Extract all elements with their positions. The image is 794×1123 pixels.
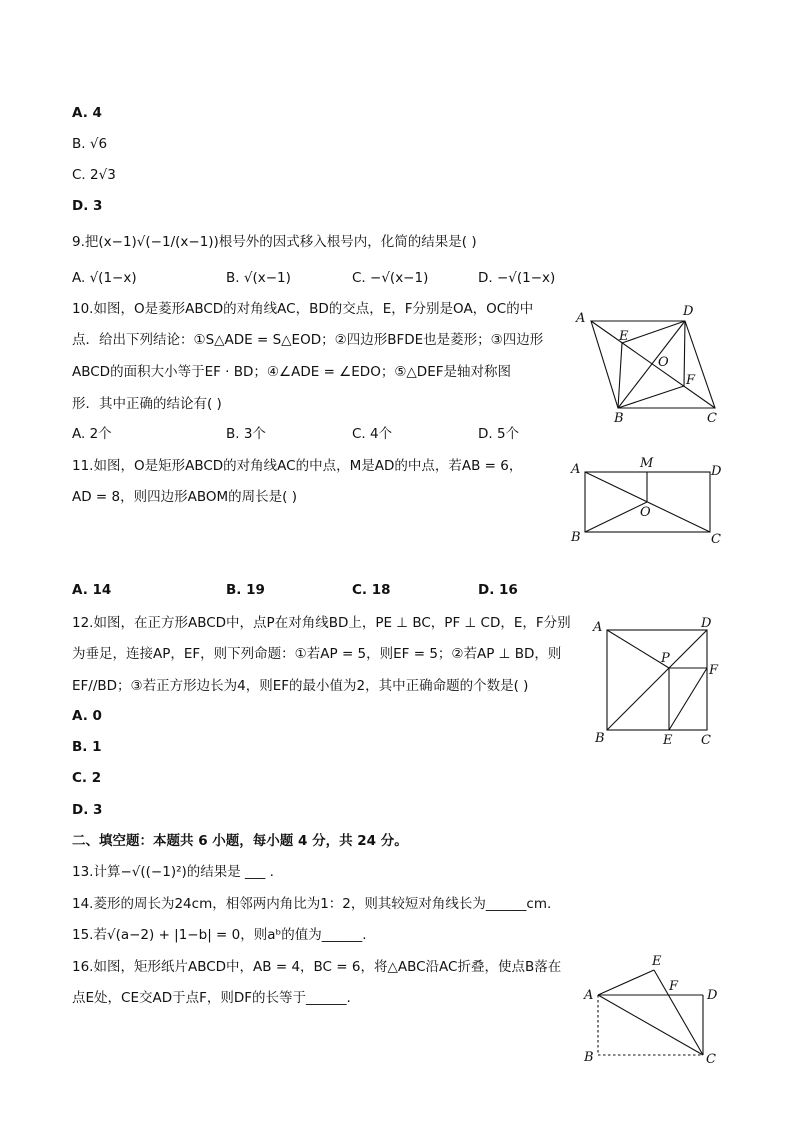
q11-option-d: D. 16 — [478, 582, 518, 598]
label-d: D — [711, 464, 722, 479]
label-c: C — [711, 532, 721, 547]
q8-option-c: C. 2√3 — [72, 167, 116, 183]
q9-option-c: C. −√(x−1) — [352, 270, 429, 286]
q10-line-3: ABCD的面积大小等于EF · BD；④∠ADE = ∠EDO；⑤△DEF是轴对称图 — [72, 364, 511, 380]
q10-line-4: 形．其中正确的结论有( ) — [72, 396, 222, 412]
q11-option-b: B. 19 — [226, 582, 265, 598]
q10-option-d: D. 5个 — [478, 426, 520, 442]
label-c: C — [706, 1052, 716, 1067]
label-f: F — [686, 373, 696, 388]
segment-eb — [618, 343, 622, 408]
q10-line-1: 10.如图，O是菱形ABCD的对角线AC，BD的交点，E，F分别是OA，OC的中 — [72, 301, 534, 317]
segment-ac — [598, 995, 703, 1055]
q8-option-d: D. 3 — [72, 198, 103, 214]
q12-line-2: 为垂足，连接AP，EF，则下列命题：①若AP = 5，则EF = 5；②若AP ⊥ BD，则 — [72, 646, 562, 662]
q16-fold-figure — [580, 952, 730, 1067]
q12-option-a: A. 0 — [72, 708, 102, 724]
label-d: D — [683, 304, 694, 319]
section-2-heading: 二、填空题：本题共 6 小题，每小题 4 分，共 24 分。 — [72, 833, 408, 849]
segment-ed — [622, 321, 685, 343]
q12-line-3: EF//BD；③若正方形边长为4，则EF的最小值为2，其中正确命题的个数是( ) — [72, 678, 529, 694]
label-f: F — [669, 979, 679, 994]
q16-line-2: 点E处，CE交AD于点F，则DF的长等于______. — [72, 990, 351, 1006]
label-m: M — [640, 456, 654, 471]
label-c: C — [707, 411, 717, 426]
q16-line-1: 16.如图，矩形纸片ABCD中，AB = 4，BC = 6，将△ABC沿AC折叠，使点B落在 — [72, 959, 562, 975]
label-a: A — [576, 311, 586, 326]
q11-line-1: 11.如图，O是矩形ABCD的对角线AC的中点，M是AD的中点，若AB = 6， — [72, 458, 523, 474]
q11-line-2: AD = 8，则四边形ABOM的周长是( ) — [72, 489, 297, 505]
diagonal-ac — [591, 321, 715, 408]
label-e: E — [619, 329, 629, 344]
segment-ae — [598, 970, 654, 995]
q10-option-a: A. 2个 — [72, 426, 112, 442]
label-b: B — [614, 411, 624, 426]
label-a: A — [584, 988, 594, 1003]
label-o: O — [658, 355, 669, 370]
q10-rhombus-figure — [570, 300, 730, 430]
q12-square-figure — [585, 612, 725, 752]
label-b: B — [595, 731, 605, 746]
q8-option-b: B. √6 — [72, 136, 108, 152]
q8-option-a: A. 4 — [72, 105, 102, 121]
q10-line-2: 点．给出下列结论：①S△ADE = S△EOD；②四边形BFDE也是菱形；③四边形 — [72, 332, 544, 348]
q12-option-d: D. 3 — [72, 802, 103, 818]
q12-option-c: C. 2 — [72, 770, 102, 786]
diagonal-bd — [607, 630, 707, 730]
label-b: B — [571, 530, 581, 545]
label-p: P — [661, 651, 670, 666]
q11-option-c: C. 18 — [352, 582, 391, 598]
q9-stem: 9.把(x−1)√(−1/(x−1))根号外的因式移入根号内，化简的结果是( ) — [72, 234, 477, 250]
q14-stem: 14.菱形的周长为24cm，相邻两内角比为1：2，则其较短对角线长为______cm. — [72, 896, 552, 912]
q10-option-b: B. 3个 — [226, 426, 266, 442]
segment-fb — [618, 386, 684, 408]
label-a: A — [571, 462, 581, 477]
q13-stem: 13.计算−√((−1)²)的结果是 ___ . — [72, 864, 274, 880]
label-c: C — [701, 733, 711, 748]
segment-bo — [585, 502, 647, 532]
q9-option-b: B. √(x−1) — [226, 270, 291, 286]
label-e: E — [663, 733, 673, 748]
label-a: A — [593, 620, 603, 635]
segment-ec — [654, 970, 703, 1055]
q11-option-a: A. 14 — [72, 582, 112, 598]
label-e: E — [652, 954, 662, 969]
segment-ap — [607, 630, 669, 668]
segment-fd — [684, 321, 685, 386]
q11-rectangle-figure — [565, 455, 735, 550]
label-d: D — [707, 988, 718, 1003]
label-d: D — [701, 616, 712, 631]
q9-option-d: D. −√(1−x) — [478, 270, 556, 286]
q12-line-1: 12.如图，在正方形ABCD中，点P在对角线BD上，PE ⊥ BC，PF ⊥ CD，E，F分别 — [72, 615, 571, 631]
label-b: B — [584, 1050, 594, 1065]
q10-option-c: C. 4个 — [352, 426, 393, 442]
segment-ef — [669, 668, 707, 730]
q12-option-b: B. 1 — [72, 739, 102, 755]
q15-stem: 15.若√(a−2) + |1−b| = 0，则aᵇ的值为______. — [72, 927, 367, 943]
q9-option-a: A. √(1−x) — [72, 270, 137, 286]
label-f: F — [709, 663, 719, 678]
label-o: O — [640, 505, 651, 520]
